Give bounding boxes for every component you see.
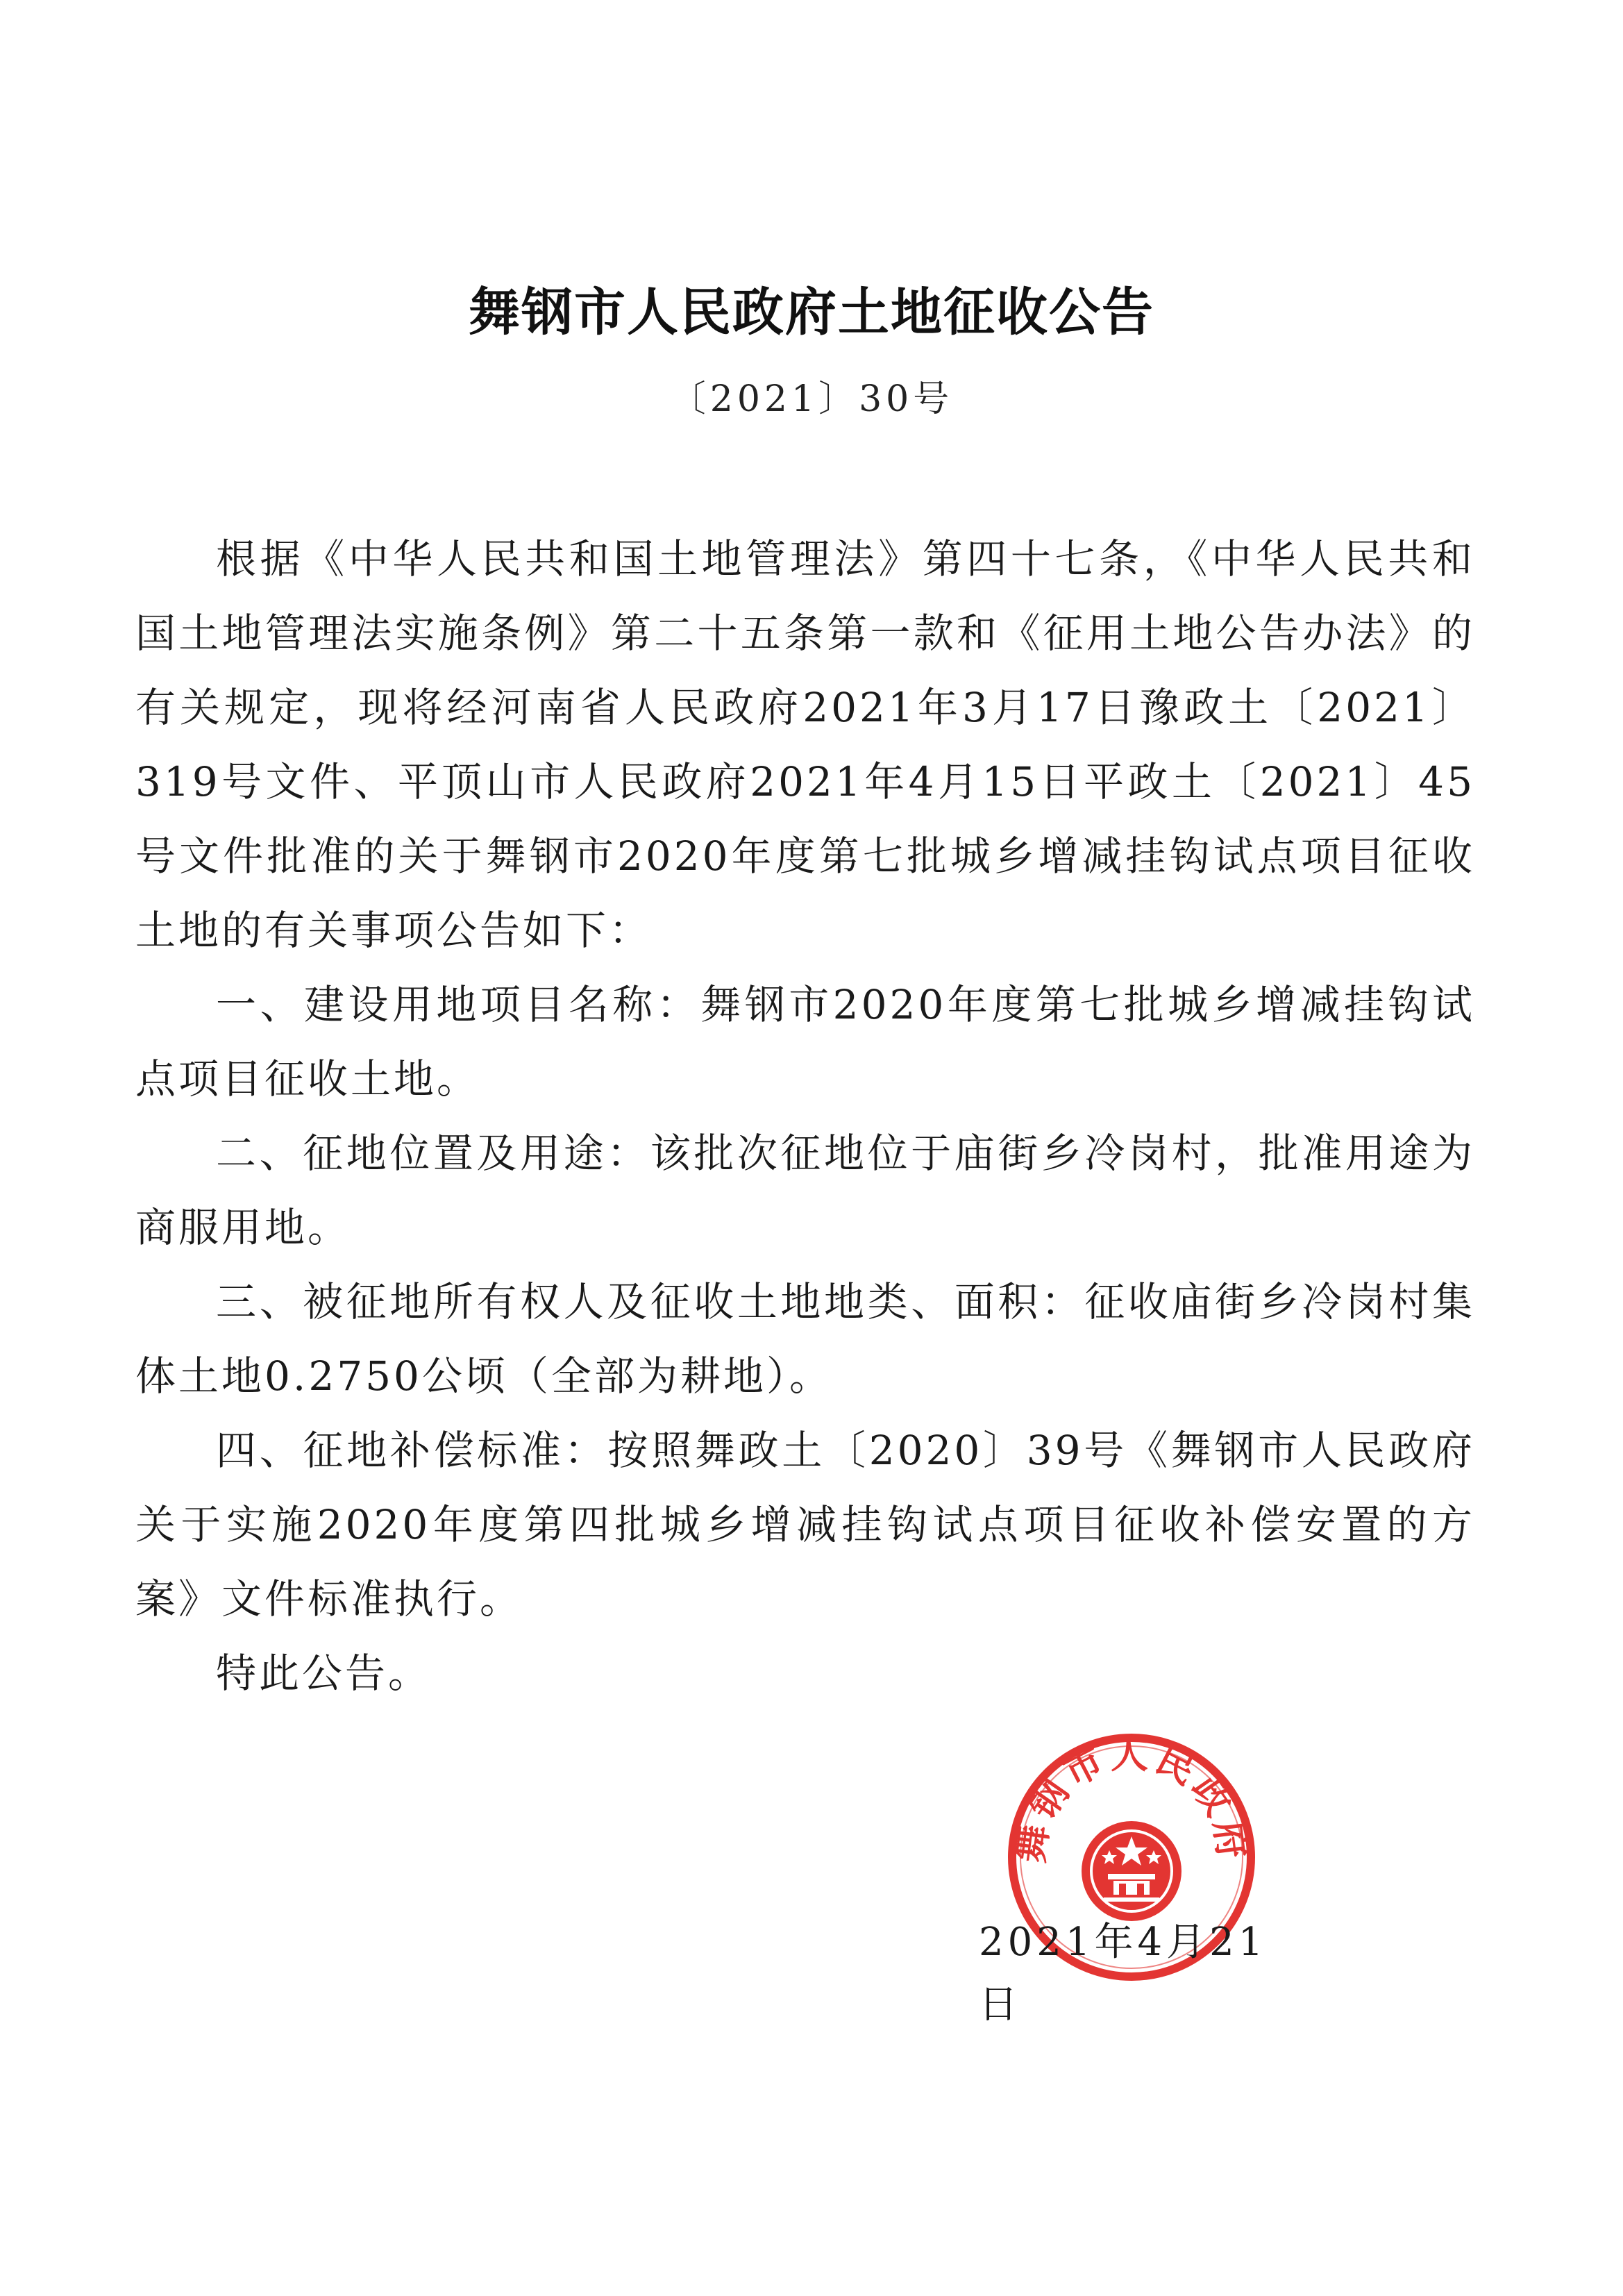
document-date: 2021年4月21日 bbox=[979, 1920, 1268, 2027]
item-compensation: 四、征地补偿标准：按照舞政土〔2020〕39号《舞钢市人民政府关于实施2020年度第四批城乡增减挂钩试点项目征收补偿安置的方案》文件标准执行。 bbox=[135, 1427, 1475, 1623]
document-body bbox=[135, 522, 1475, 1711]
document-number: 〔2021〕30号 bbox=[669, 378, 954, 420]
item-location-usage: 二、征地位置及用途：该批次征地位于庙街乡冷岗村，批准用途为商服用地。 bbox=[135, 1130, 1475, 1251]
closing-paragraph: 特此公告。 bbox=[216, 1650, 432, 1697]
item-project-name: 一、建设用地项目名称：舞钢市2020年度第七批城乡增减挂钩试点项目征收土地。 bbox=[135, 981, 1475, 1103]
emblem-icon bbox=[1082, 1821, 1181, 1921]
document-title: 舞钢市人民政府土地征收公告 bbox=[469, 283, 1154, 342]
svg-text:舞钢市人民政府: 舞钢市人民政府 bbox=[1008, 1733, 1255, 1866]
intro-paragraph: 根据《中华人民共和国土地管理法》第四十七条，《中华人民共和国土地管理法实施条例》第二十五条第一款和《征用土地公告办法》的有关规定，现将经河南省人民政府2021年3月17日豫政土〔2021〕319号文件、平顶山市人民政府2021年4月15日平政土〔2021〕45号文件批准的关于舞钢市2020年度第七批城乡增减挂钩试点项目征收土地的有关事项公告如下： bbox=[135, 535, 1475, 954]
item-owner-area: 三、被征地所有权人及征收土地地类、面积：征收庙街乡冷岗村集体土地0.2750公顷（全部为耕地）。 bbox=[135, 1278, 1475, 1400]
